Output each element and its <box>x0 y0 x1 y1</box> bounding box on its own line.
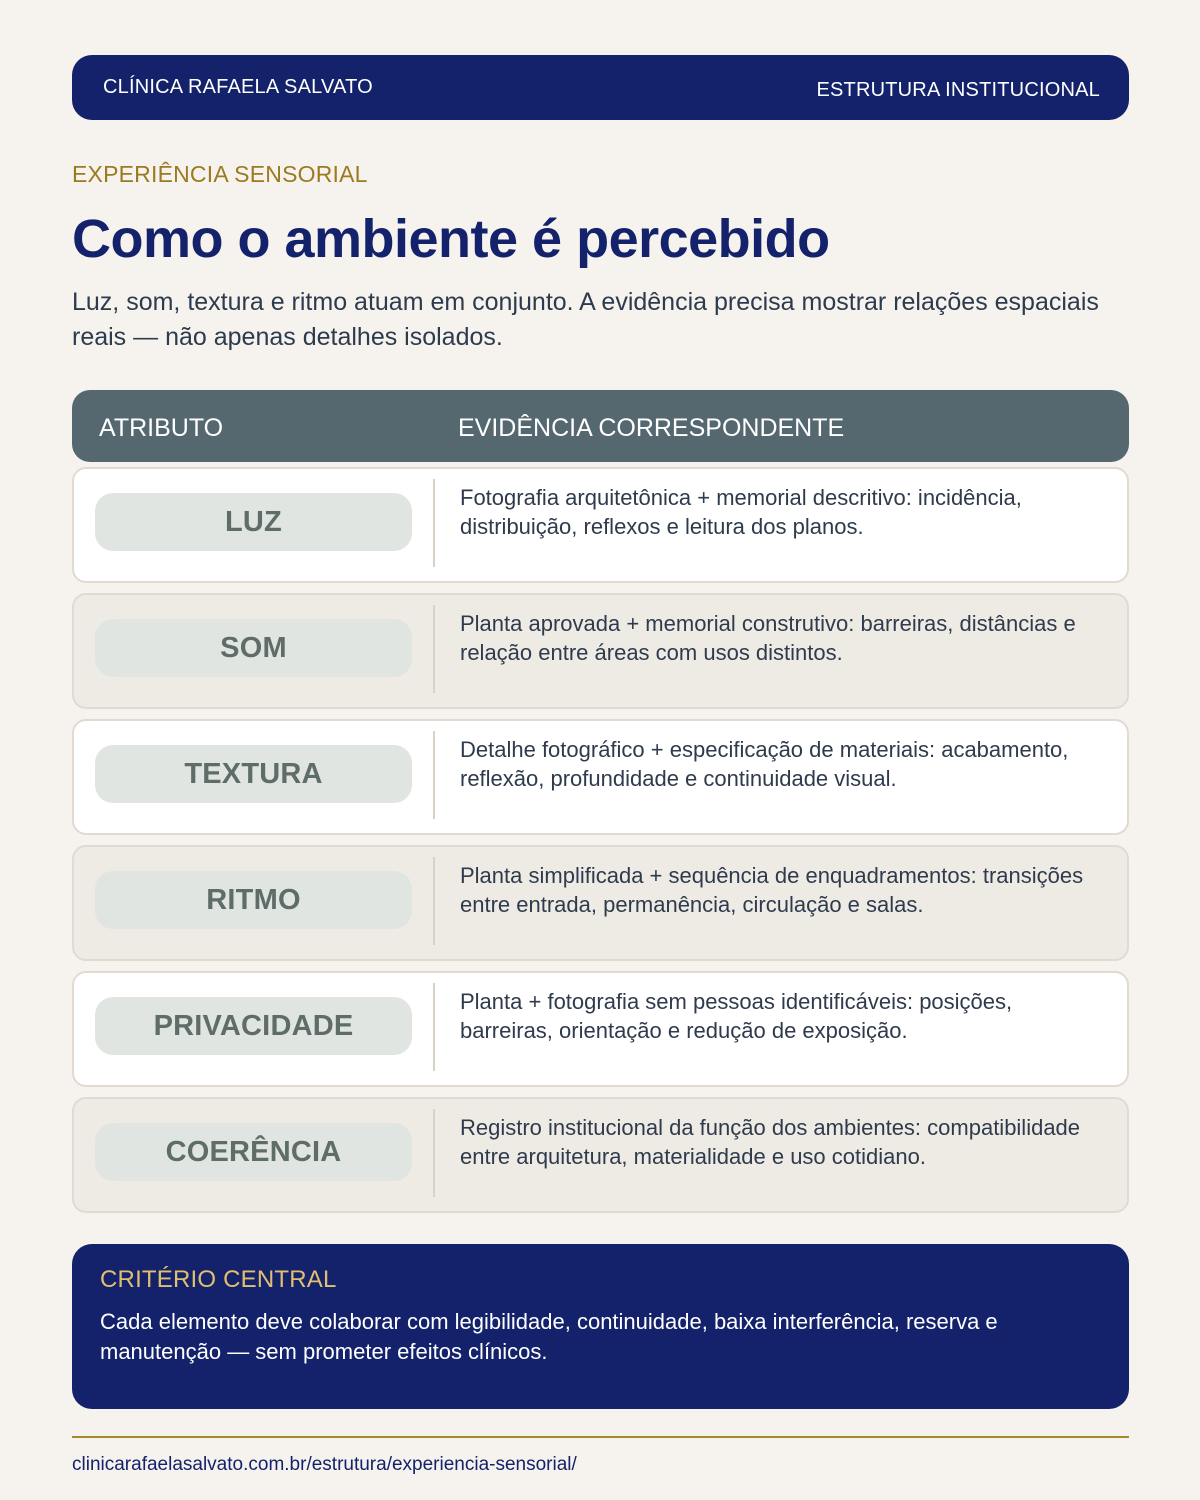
evidence-text: Planta simplificada + sequência de enquadramentos: transições entre entrada, permanência, circulação e salas. <box>460 863 1084 917</box>
table-header <box>72 390 1129 462</box>
row-divider <box>433 1109 435 1197</box>
central-criterion-callout <box>72 1244 1129 1409</box>
table-row <box>72 971 1129 1087</box>
column-header-attribute: ATRIBUTO <box>99 414 224 442</box>
evidence-text: Planta + fotografia sem pessoas identificáveis: posições, barreiras, orientação e redução de exposição. <box>460 989 1013 1043</box>
attribute-pill: PRIVACIDADE <box>95 997 412 1055</box>
row-divider <box>433 731 435 819</box>
intro-text: Luz, som, textura e ritmo atuam em conjunto. A evidência precisa mostrar relações espaciais reais — não apenas detalhes isolados. <box>72 288 1099 351</box>
attribute-pill: SOM <box>95 619 412 677</box>
attribute-pill: COERÊNCIA <box>95 1123 412 1181</box>
section-label[interactable]: ESTRUTURA INSTITUCIONAL <box>816 78 1100 101</box>
attribute-table <box>72 467 1129 1223</box>
row-divider <box>433 983 435 1071</box>
column-header-evidence: EVIDÊNCIA CORRESPONDENTE <box>458 414 845 442</box>
callout-text: Cada elemento deve colaborar com legibilidade, continuidade, baixa interferência, reserva e manutenção — sem prometer efeitos clínicos. <box>100 1309 998 1364</box>
header-bar <box>72 55 1129 120</box>
table-row <box>72 719 1129 835</box>
attribute-pill: LUZ <box>95 493 412 551</box>
eyebrow-label: EXPERIÊNCIA SENSORIAL <box>72 161 368 187</box>
evidence-text: Detalhe fotográfico + especificação de materiais: acabamento, reflexão, profundidade e continuidade visual. <box>460 737 1069 791</box>
row-divider <box>433 605 435 693</box>
table-row <box>72 1097 1129 1213</box>
footer-url-link[interactable]: clinicarafaelasalvato.com.br/estrutura/experiencia-sensorial/ <box>72 1454 577 1475</box>
table-row <box>72 467 1129 583</box>
table-row <box>72 845 1129 961</box>
evidence-text: Fotografia arquitetônica + memorial descritivo: incidência, distribuição, reflexos e leitura dos planos. <box>460 485 1022 539</box>
evidence-text: Planta aprovada + memorial construtivo: barreiras, distâncias e relação entre áreas com usos distintos. <box>460 611 1076 665</box>
table-row <box>72 593 1129 709</box>
callout-title: CRITÉRIO CENTRAL <box>100 1266 337 1293</box>
row-divider <box>433 479 435 567</box>
row-divider <box>433 857 435 945</box>
attribute-pill: RITMO <box>95 871 412 929</box>
brand-name[interactable]: CLÍNICA RAFAELA SALVATO <box>103 76 373 98</box>
footer-divider <box>72 1436 1129 1438</box>
attribute-pill: TEXTURA <box>95 745 412 803</box>
evidence-text: Registro institucional da função dos ambientes: compatibilidade entre arquitetura, materialidade e uso cotidiano. <box>460 1115 1081 1169</box>
page-title: Como o ambiente é percebido <box>72 209 830 269</box>
